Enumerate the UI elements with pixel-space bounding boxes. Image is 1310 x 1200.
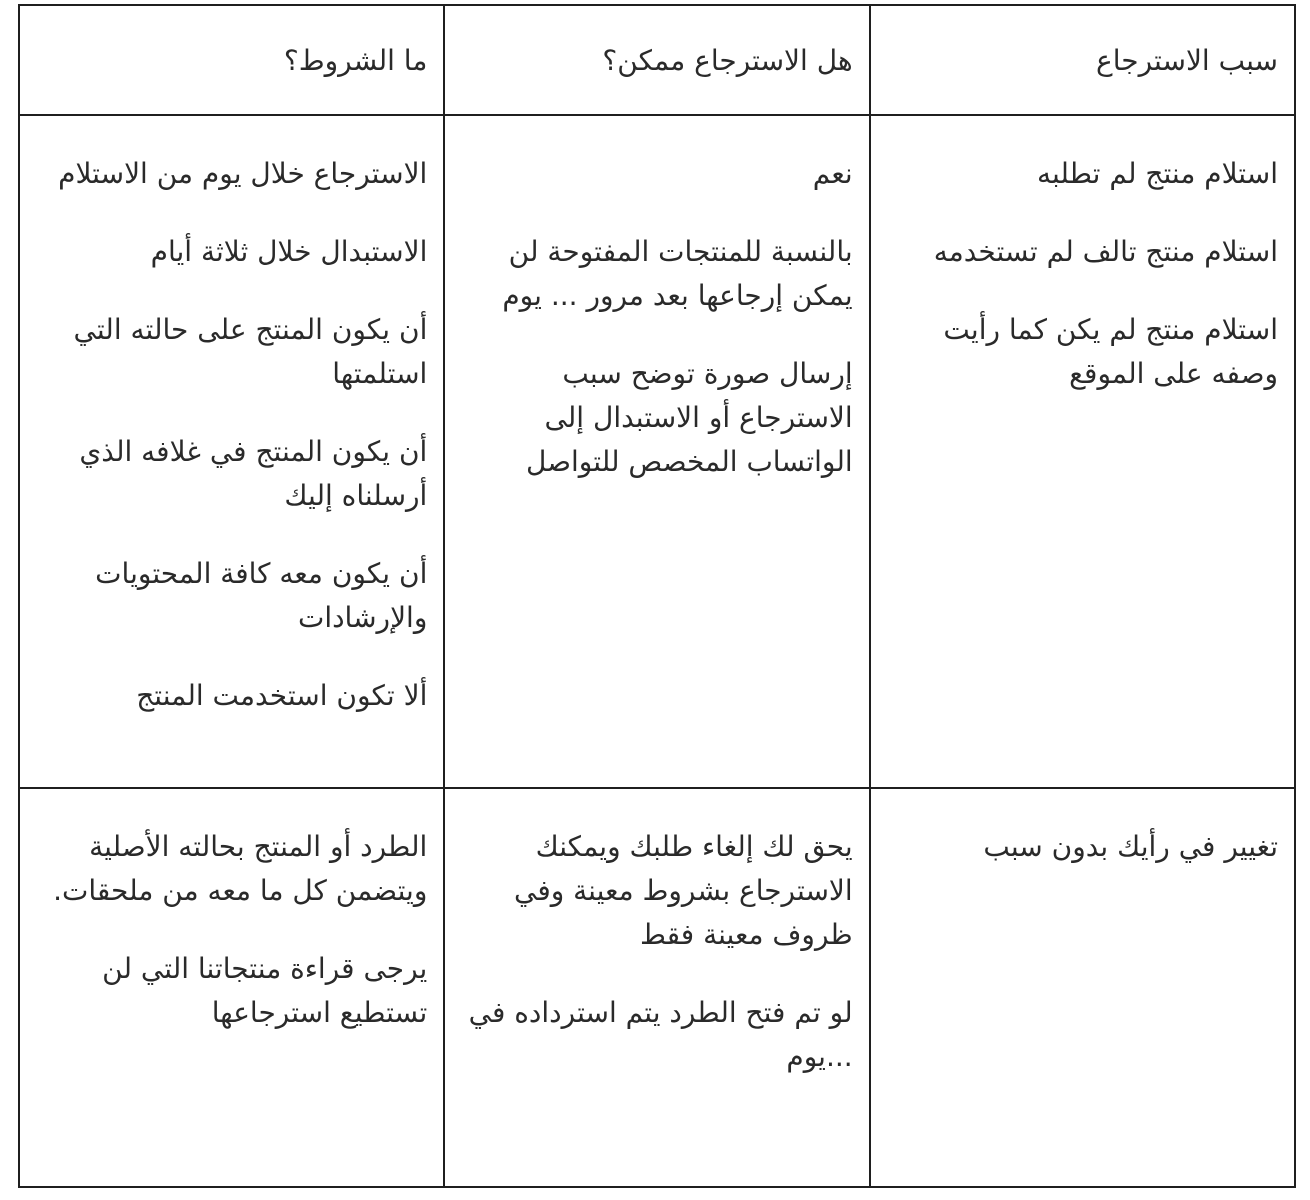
table-row [19,788,1295,1187]
condition-item: أن يكون المنتج في غلافه الذي أرسلناه إليك [79,435,428,513]
cell-conditions [19,788,444,1187]
cell-conditions [19,115,444,788]
header-row [19,5,1295,115]
condition-item: الاسترجاع خلال يوم من الاستلام [58,157,428,191]
condition-item: أن يكون المنتج على حالته التي استلمتها [73,313,428,391]
cell-possible [444,115,869,788]
condition-item: أن يكون معه كافة المحتويات والإرشادات [95,557,428,635]
possible-item: لو تم فتح الطرد يتم استرداده في ...يوم [468,996,853,1074]
cell-reason [870,788,1295,1187]
condition-item: الاستبدال خلال ثلاثة أيام [150,235,428,269]
reason-item: استلام منتج لم يكن كما رأيت وصفه على الموقع [943,313,1278,391]
possible-item: بالنسبة للمنتجات المفتوحة لن يمكن إرجاعها بعد مرور ... يوم [502,235,853,313]
cell-reason [870,115,1295,788]
possible-item: يحق لك إلغاء طلبك ويمكنك الاسترجاع بشروط معينة وفي ظروف معينة فقط [514,830,853,952]
condition-item: ألا تكون استخدمت المنتج [136,679,428,713]
cell-possible [444,788,869,1187]
table-row [19,115,1295,788]
returns-policy-table [18,4,1296,1188]
header-conditions: ما الشروط؟ [19,5,444,115]
reason-item: استلام منتج تالف لم تستخدمه [933,235,1278,269]
condition-item: يرجى قراءة منتجاتنا التي لن تستطيع استرجاعها [102,952,428,1030]
condition-item: الطرد أو المنتج بحالته الأصلية ويتضمن كل ما معه من ملحقات. [53,830,428,908]
possible-item: إرسال صورة توضح سبب الاسترجاع أو الاستبدال إلى الواتساب المخصص للتواصل [526,357,853,479]
header-possible: هل الاسترجاع ممكن؟ [444,5,869,115]
header-reason: سبب الاسترجاع [870,5,1295,115]
reason-item: تغيير في رأيك بدون سبب [983,830,1278,864]
reason-item: استلام منتج لم تطلبه [1036,157,1278,191]
possible-item: نعم [812,157,853,191]
